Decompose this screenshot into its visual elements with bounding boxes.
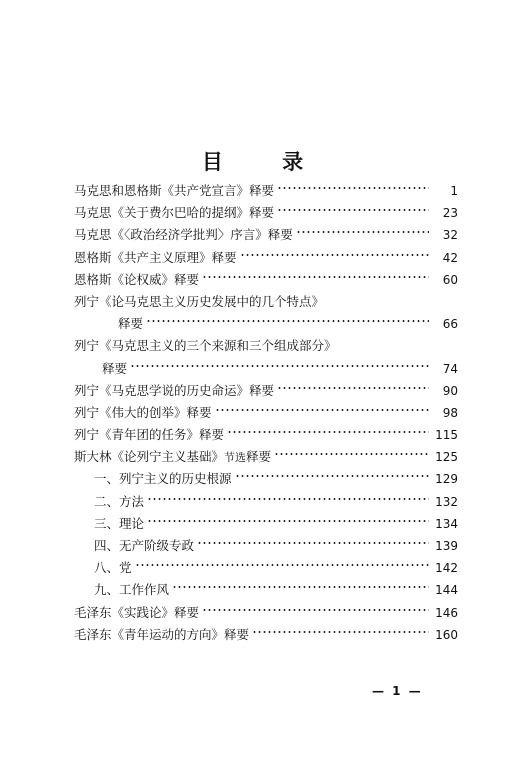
toc-entry-title: 一、列宁主义的历史根源 <box>94 471 232 487</box>
toc-entry-label <box>74 446 271 469</box>
toc-entry <box>74 424 458 446</box>
toc-page-number: 129 <box>435 472 458 487</box>
toc-entry <box>74 380 458 402</box>
toc-entry-title: 列宁《青年团的任务》释要 <box>74 427 225 443</box>
toc-entry <box>74 180 458 202</box>
toc-page-number: 139 <box>435 539 458 553</box>
toc-page-number: 32 <box>442 228 458 243</box>
toc-entry-label <box>74 380 274 402</box>
toc-page-number: 146 <box>435 605 458 620</box>
toc-entry <box>74 358 458 380</box>
toc-entry-title: 列宁《论马克思主义历史发展中的几个特点》 <box>74 293 325 309</box>
toc-entry-label <box>74 335 337 357</box>
toc-leader-dots <box>296 228 429 236</box>
toc-entry <box>74 513 458 535</box>
toc-leader-dots <box>202 273 429 281</box>
toc-page-number: 132 <box>435 494 458 509</box>
toc-page-number: 42 <box>442 250 458 265</box>
toc-entry <box>74 247 458 269</box>
toc-leader-dots <box>215 406 429 414</box>
toc-entry-label <box>74 402 212 424</box>
toc-entry <box>74 402 458 424</box>
toc-entry-label <box>118 313 143 335</box>
toc-entry-title: 列宁《马克思主义的三个来源和三个组成部分》 <box>74 338 337 354</box>
toc-entry <box>74 313 458 335</box>
toc-page-number: 98 <box>442 405 458 420</box>
toc-leader-dots <box>277 206 429 214</box>
toc-leader-dots <box>147 495 429 503</box>
toc-entry <box>74 624 458 646</box>
toc-leader-dots <box>277 384 429 392</box>
toc-leader-dots <box>146 317 429 325</box>
toc-entry <box>74 602 458 624</box>
toc-entry <box>74 269 458 291</box>
toc-page-number: 90 <box>442 383 458 398</box>
toc-page-number: 115 <box>435 428 458 443</box>
toc-entry-label <box>94 513 144 535</box>
toc-entry-title: 八、党 <box>94 560 132 576</box>
toc-leader-dots <box>130 362 429 370</box>
toc-entry-title: 马克思《〈政治经济学批判〉序言》释要 <box>74 227 293 243</box>
toc-page-number: 144 <box>435 583 458 598</box>
toc-page-number: 66 <box>442 317 458 332</box>
toc-leader-dots <box>240 251 429 259</box>
toc-page-number: 160 <box>435 627 458 642</box>
toc-entry-label <box>94 535 194 557</box>
toc-page-number: 74 <box>442 361 458 376</box>
toc-page-number: 1 <box>450 184 458 198</box>
toc-entry-label <box>74 269 199 291</box>
toc-entry-title: 马克思和恩格斯《共产党宣言》释要 <box>74 183 275 198</box>
toc-entry-title: 释要 <box>118 316 144 332</box>
toc-entry-title: 恩格斯《共产主义原理》释要 <box>74 249 237 265</box>
toc-entry-title: 毛泽东《实践论》释要 <box>74 604 200 620</box>
toc-entry-label <box>94 557 132 579</box>
toc-entry-label <box>74 202 274 224</box>
toc-leader-dots <box>135 561 429 569</box>
toc-entry-label <box>94 491 144 513</box>
toc-entry-label <box>74 180 274 202</box>
toc-entry-title: 斯大林《论列宁主义基础》 <box>74 449 225 465</box>
toc-entry <box>74 446 458 468</box>
toc-entry <box>74 224 458 246</box>
toc-entry-title: 二、方法 <box>94 493 145 509</box>
toc-entry-label <box>74 624 249 646</box>
toc-entry-title: 释要 <box>102 360 128 376</box>
toc-leader-dots <box>252 628 429 636</box>
toc-entry-title: 毛泽东《青年运动的方向》释要 <box>74 626 250 642</box>
toc-page-number: 23 <box>442 206 458 221</box>
toc-leader-dots <box>227 428 429 436</box>
toc-entry-label <box>74 424 224 446</box>
toc-page-number: 142 <box>435 561 458 576</box>
toc-leader-dots <box>147 517 429 525</box>
toc-entry-note: 节选 <box>224 451 247 465</box>
toc-list <box>74 180 458 646</box>
toc-page-number: 134 <box>435 516 458 531</box>
toc-leader-dots <box>274 450 429 458</box>
toc-entry-title: 九、工作作风 <box>94 582 170 598</box>
toc-entry-label <box>74 291 324 313</box>
toc-entry <box>74 291 458 313</box>
toc-entry-title: 恩格斯《论权威》释要 <box>74 271 200 287</box>
toc-entry-label <box>94 468 232 490</box>
toc-entry <box>74 491 458 513</box>
toc-page-number: 60 <box>442 272 458 287</box>
toc-entry-title: 马克思《关于费尔巴哈的提纲》释要 <box>74 205 275 221</box>
toc-entry-label <box>102 358 127 380</box>
toc-title: 目 录 <box>201 149 330 174</box>
toc-leader-dots <box>197 539 429 547</box>
toc-entry-title: 三、理论 <box>94 515 145 531</box>
toc-entry <box>74 468 458 490</box>
toc-entry-title: 列宁《马克思学说的历史命运》释要 <box>74 382 275 398</box>
toc-entry <box>74 557 458 579</box>
toc-entry <box>74 335 458 357</box>
toc-entry-suffix: 释要 <box>246 449 272 465</box>
toc-leader-dots <box>235 472 429 480</box>
toc-entry-label <box>74 224 293 246</box>
toc-entry <box>74 535 458 557</box>
toc-entry <box>74 579 458 601</box>
toc-page-number: 125 <box>435 450 458 465</box>
toc-entry-label <box>94 579 169 601</box>
toc-entry-title: 列宁《伟大的创举》释要 <box>74 404 212 420</box>
toc-leader-dots <box>202 606 429 614</box>
toc-leader-dots <box>277 184 429 192</box>
toc-entry <box>74 202 458 224</box>
toc-entry-label <box>74 602 199 624</box>
toc-leader-dots <box>172 583 429 591</box>
toc-entry-label <box>74 247 237 269</box>
toc-entry-title: 四、无产阶级专政 <box>94 538 195 553</box>
page-folio: — 1 — <box>372 684 423 698</box>
